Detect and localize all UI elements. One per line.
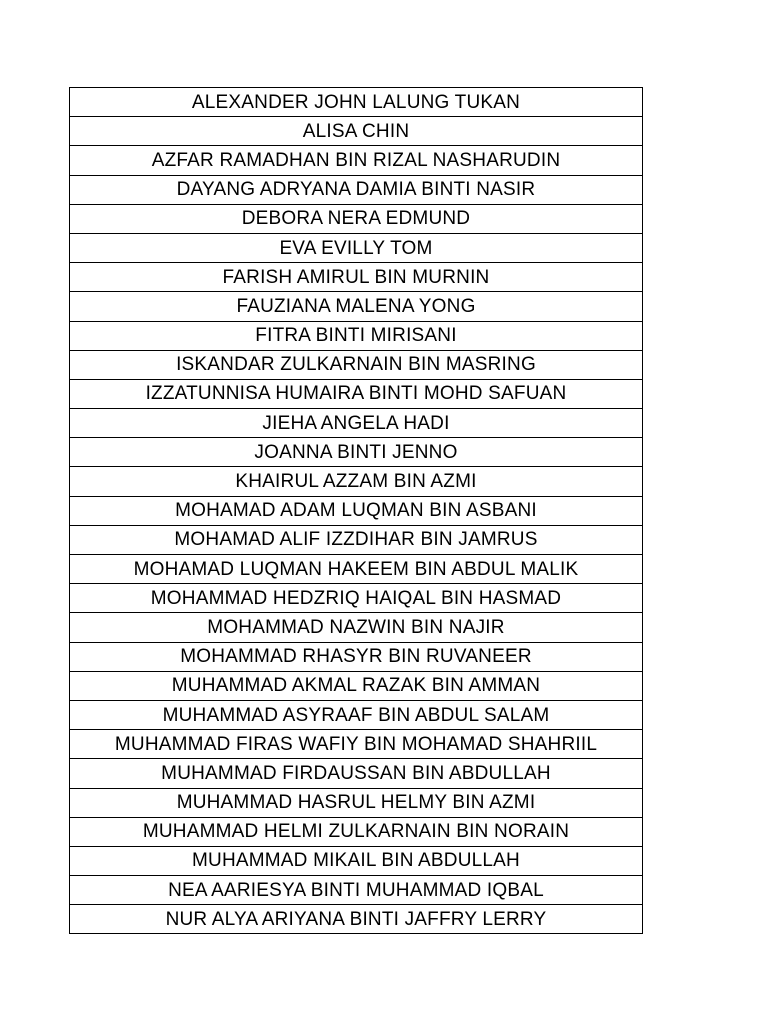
- name-cell: DAYANG ADRYANA DAMIA BINTI NASIR: [70, 175, 643, 204]
- table-row: [70, 467, 643, 496]
- table-row: [70, 525, 643, 554]
- table-row: [70, 321, 643, 350]
- table-row: [70, 788, 643, 817]
- table-row: [70, 584, 643, 613]
- name-cell: EVA EVILLY TOM: [70, 233, 643, 262]
- name-cell: MUHAMMAD ASYRAAF BIN ABDUL SALAM: [70, 700, 643, 729]
- table-row: [70, 409, 643, 438]
- table-row: [70, 613, 643, 642]
- table-row: [70, 555, 643, 584]
- name-cell: JIEHA ANGELA HADI: [70, 409, 643, 438]
- name-cell: NUR ALYA ARIYANA BINTI JAFFRY LERRY: [70, 905, 643, 934]
- name-cell: MOHAMAD LUQMAN HAKEEM BIN ABDUL MALIK: [70, 555, 643, 584]
- name-cell: NEA AARIESYA BINTI MUHAMMAD IQBAL: [70, 876, 643, 905]
- name-cell: MOHAMAD ADAM LUQMAN BIN ASBANI: [70, 496, 643, 525]
- table-row: [70, 233, 643, 262]
- table-row: [70, 876, 643, 905]
- name-cell: JOANNA BINTI JENNO: [70, 438, 643, 467]
- table-row: [70, 438, 643, 467]
- name-cell: IZZATUNNISA HUMAIRA BINTI MOHD SAFUAN: [70, 379, 643, 408]
- name-cell: AZFAR RAMADHAN BIN RIZAL NASHARUDIN: [70, 146, 643, 175]
- name-cell: KHAIRUL AZZAM BIN AZMI: [70, 467, 643, 496]
- table-row: [70, 263, 643, 292]
- table-row: [70, 671, 643, 700]
- name-cell: MOHAMMAD NAZWIN BIN NAJIR: [70, 613, 643, 642]
- table-row: [70, 204, 643, 233]
- name-cell: MUHAMMAD HASRUL HELMY BIN AZMI: [70, 788, 643, 817]
- name-cell: ALEXANDER JOHN LALUNG TUKAN: [70, 88, 643, 117]
- name-cell: MOHAMAD ALIF IZZDIHAR BIN JAMRUS: [70, 525, 643, 554]
- table-row: [70, 817, 643, 846]
- table-row: [70, 730, 643, 759]
- table-row: [70, 496, 643, 525]
- name-cell: MUHAMMAD MIKAIL BIN ABDULLAH: [70, 846, 643, 875]
- name-cell: MUHAMMAD AKMAL RAZAK BIN AMMAN: [70, 671, 643, 700]
- table-row: [70, 175, 643, 204]
- table-row: [70, 379, 643, 408]
- table-row: [70, 88, 643, 117]
- name-cell: FITRA BINTI MIRISANI: [70, 321, 643, 350]
- name-cell: MUHAMMAD HELMI ZULKARNAIN BIN NORAIN: [70, 817, 643, 846]
- name-cell: ALISA CHIN: [70, 117, 643, 146]
- name-cell: MOHAMMAD HEDZRIQ HAIQAL BIN HASMAD: [70, 584, 643, 613]
- name-cell: FAUZIANA MALENA YONG: [70, 292, 643, 321]
- table-row: [70, 759, 643, 788]
- name-cell: ISKANDAR ZULKARNAIN BIN MASRING: [70, 350, 643, 379]
- name-list-table: [69, 87, 643, 934]
- table-row: [70, 117, 643, 146]
- name-cell: DEBORA NERA EDMUND: [70, 204, 643, 233]
- table-row: [70, 146, 643, 175]
- table-row: [70, 350, 643, 379]
- table-row: [70, 905, 643, 934]
- table-row: [70, 846, 643, 875]
- name-list-body: [70, 88, 643, 934]
- name-cell: MUHAMMAD FIRAS WAFIY BIN MOHAMAD SHAHRIIL: [70, 730, 643, 759]
- name-cell: MOHAMMAD RHASYR BIN RUVANEER: [70, 642, 643, 671]
- name-cell: FARISH AMIRUL BIN MURNIN: [70, 263, 643, 292]
- table-row: [70, 700, 643, 729]
- table-row: [70, 642, 643, 671]
- name-cell: MUHAMMAD FIRDAUSSAN BIN ABDULLAH: [70, 759, 643, 788]
- table-row: [70, 292, 643, 321]
